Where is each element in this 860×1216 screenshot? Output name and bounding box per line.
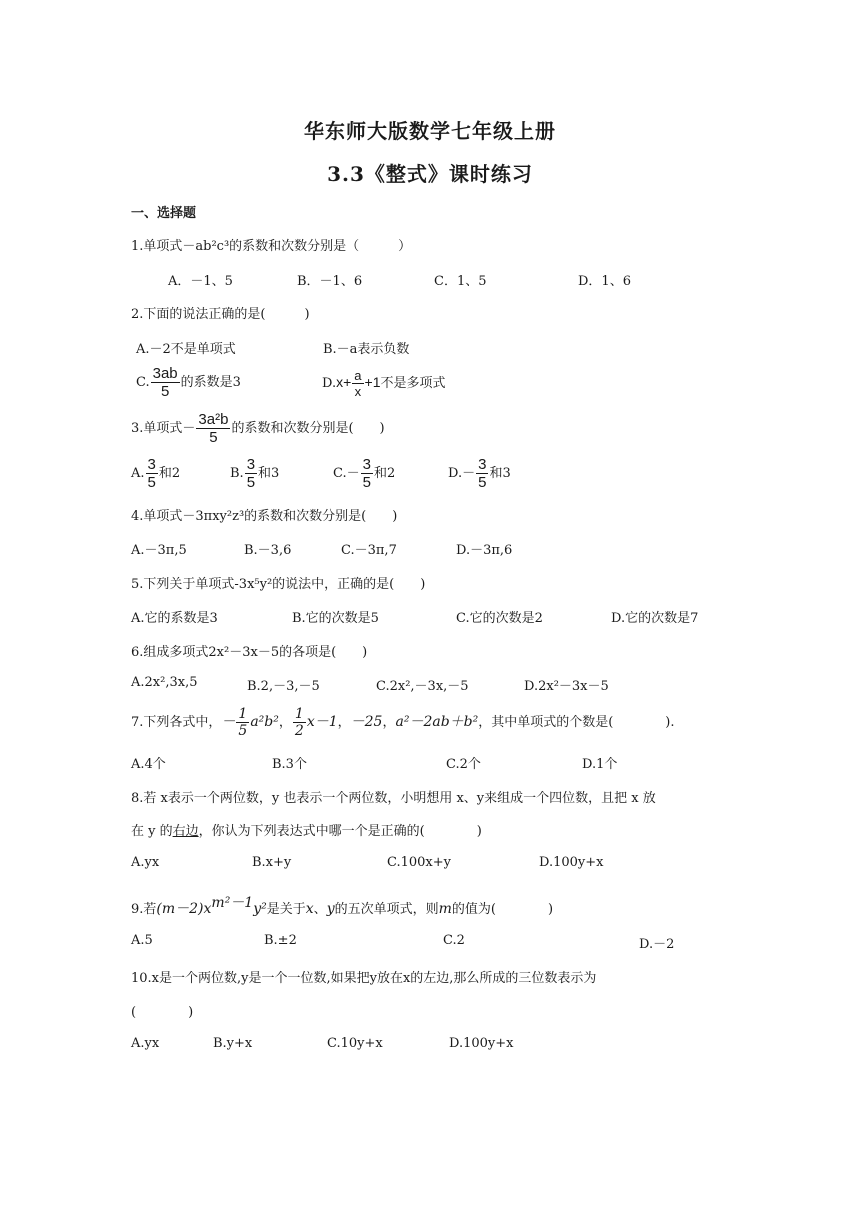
question-6-option-d: D.2x²－3x－5 [524,679,609,694]
question-6-option-b: B.2,－3,－5 [247,679,320,694]
question-2-option-c: C. $\frac{3ab}{5}$ 的系数是3 [136,365,241,400]
question-4-option-b: B.－3,6 [244,543,292,558]
fraction: $\frac{a}{x}$ [354,368,362,399]
question-9-option-d: D.－2 [639,937,675,952]
question-3-option-c: C.－ $\frac{3}{5}$ 和2 [333,456,396,491]
question-6-stem: 6.组成多项式2x²－3x－5的各项是( ) [131,645,368,660]
question-2-stem: 2.下面的说法正确的是( ) [131,307,310,322]
question-8-option-d: D.100y+x [539,855,604,870]
question-6-option-a: A.2x²,3x,5 [131,675,198,690]
question-3-option-a: A. $\frac{3}{5}$ 和2 [131,456,181,491]
section-heading: 一、选择题 [131,206,197,221]
fraction: $\frac{3}{5}$ [147,456,156,491]
question-6-option-c: C.2x²,－3x,－5 [376,679,469,694]
fraction: $\frac{1}{2}$ [294,706,304,739]
fraction: $\frac{3}{5}$ [478,456,487,491]
question-4-option-a: A.－3π,5 [131,543,187,558]
question-1-stem: 1.单项式－ab²c³的系数和次数分别是（ ） [131,239,412,254]
question-10-stem-line1: 10.x是一个两位数,y是一个一位数,如果把y放在x的左边,那么所成的三位数表示为 [131,971,597,986]
question-9-option-c: C.2 [443,933,465,948]
question-5-option-c: C.它的次数是2 [456,611,543,626]
question-8-option-a: A.yx [131,855,160,870]
question-10-option-d: D.100y+x [449,1036,514,1051]
question-1-option-b: B．－1、6 [297,274,363,289]
page-title: 华东师大版数学七年级上册 [304,119,556,143]
question-10-option-a: A.yx [131,1036,160,1051]
question-2-option-a: A.－2不是单项式 [136,342,236,357]
question-4-stem: 4.单项式－3πxy²z³的系数和次数分别是( ) [131,509,398,524]
question-8-option-b: B.x+y [252,855,292,870]
question-1-option-d: D．1、6 [578,274,631,289]
question-9-option-b: B.±2 [264,933,297,948]
fraction: $\frac{3ab}{5}$ [152,365,178,400]
question-7-option-c: C.2个 [446,757,481,772]
question-8-stem-line2: 在 y 的右边，你认为下列表达式中哪一个是正确的( ) [131,824,482,839]
question-1-option-c: C．1、5 [434,274,487,289]
question-3-option-d: D.－ $\frac{3}{5}$ 和3 [448,456,511,491]
question-3-option-b: B. $\frac{3}{5}$ 和3 [230,456,280,491]
question-7-option-d: D.1个 [582,757,618,772]
question-5-option-a: A.它的系数是3 [131,611,218,626]
question-8-stem-line1: 8.若 x表示一个两位数，y 也表示一个两位数，小明想用 x、y来组成一个四位数，且把 x 放 [131,791,656,806]
question-4-option-d: D.－3π,6 [456,543,513,558]
question-7-option-a: A.4个 [131,757,166,772]
question-8-option-c: C.100x+y [387,855,451,870]
question-10-option-c: C.10y+x [327,1036,383,1051]
question-5-option-d: D.它的次数是7 [611,611,699,626]
question-7-stem: 7.下列各式中，－ $\frac{1}{5}$ a²b²， $\frac{1}{2}$ x－1，－25，a²－2ab＋b²，其中单项式的个数是( ). [131,706,675,739]
question-10-stem-line2: ( ) [131,1005,194,1020]
fraction: $\frac{1}{5}$ [238,706,248,739]
question-1-option-a: A．－1、5 [168,274,233,289]
fraction: $\frac{3}{5}$ [362,456,371,491]
question-5-option-b: B.它的次数是5 [292,611,379,626]
question-10-option-b: B.y+x [213,1036,253,1051]
fraction: $\frac{3}{5}$ [246,456,256,491]
question-7-option-b: B.3个 [272,757,307,772]
question-4-option-c: C.－3π,7 [341,543,397,558]
page-subtitle: 3.3《整式》课时练习 [327,162,533,186]
question-9-option-a: A.5 [131,933,153,948]
question-5-stem: 5.下列关于单项式-3x⁵y²的说法中，正确的是( ) [131,577,426,592]
question-3-stem: 3.单项式－ $\frac{\text{3a²b}}{5}$ 的系数和次数分别是( ) [131,411,385,446]
question-2-option-d: D.x+ $\frac{a}{x}$ +1不是多项式 [322,368,446,399]
fraction: $\frac{\text{3a²b}}{5}$ [198,411,229,446]
question-9-stem: 9.若$(m-2)x^{m^2-1}y^2$是关于x、y的五次单项式，则m的值为( ) [131,895,554,917]
question-2-option-b: B.－a表示负数 [323,342,410,357]
